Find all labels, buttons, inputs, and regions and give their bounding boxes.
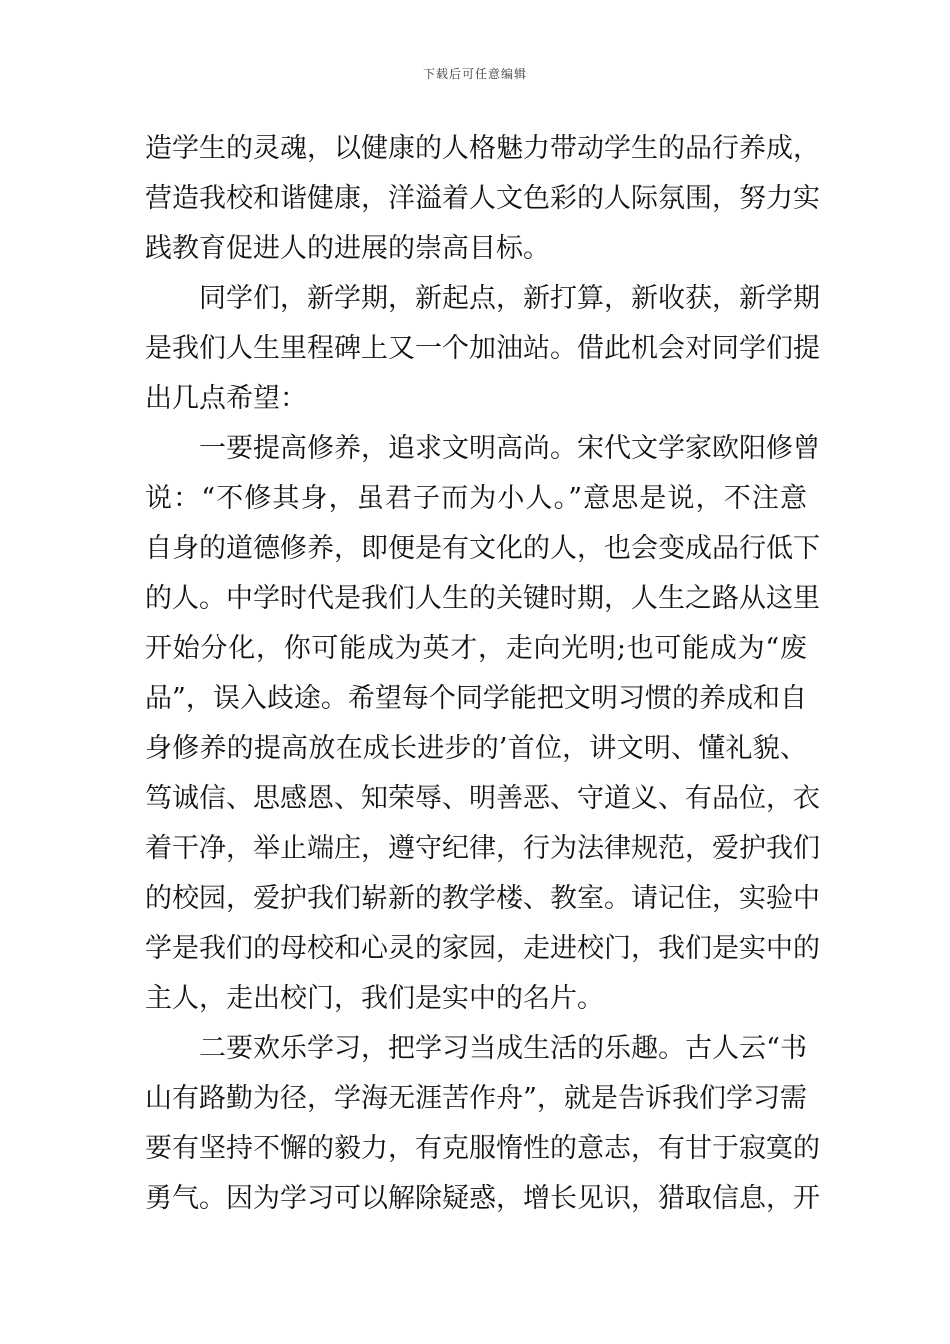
text-line: 自身的道德修养，即便是有文化的人，也会变成品行低下 <box>145 533 820 564</box>
text-line: 学是我们的母校和心灵的家园，走进校门，我们是实中的 <box>145 933 820 964</box>
document-body <box>145 124 820 1224</box>
text-line: 同学们，新学期，新起点，新打算，新收获，新学期 <box>199 283 820 314</box>
paragraph <box>145 1024 820 1224</box>
text-line: 是我们人生里程碑上又一个加油站。借此机会对同学们提 <box>145 333 820 364</box>
text-line: 开始分化，你可能成为英才，走向光明;也可能成为“废 <box>145 633 807 664</box>
text-line: 身修养的提高放在成长进步的’首位，讲文明、懂礼貌、 <box>145 733 807 764</box>
text-line: 践教育促进人的进展的崇高目标。 <box>145 233 550 264</box>
text-line: 造学生的灵魂，以健康的人格魅力带动学生的品行养成， <box>145 133 820 164</box>
paragraph <box>145 124 820 274</box>
text-line: 的人。中学时代是我们人生的关键时期，人生之路从这里 <box>145 583 820 614</box>
text-line: 主人，走出校门，我们是实中的名片。 <box>145 983 604 1014</box>
text-line: 的校园，爱护我们崭新的教学楼、教室。请记住，实验中 <box>145 883 820 914</box>
text-line: 着干净，举止端庄，遵守纪律，行为法律规范，爱护我们 <box>145 833 820 864</box>
paragraph <box>145 274 820 424</box>
text-line: 出几点希望： <box>145 383 307 414</box>
text-line: 品”，误入歧途。希望每个同学能把文明习惯的养成和自 <box>145 683 807 714</box>
text-line: 二要欢乐学习，把学习当成生活的乐趣。古人云“书 <box>199 1033 807 1064</box>
text-line: 要有坚持不懈的毅力，有克服惰性的意志，有甘于寂寞的 <box>145 1133 820 1164</box>
text-line: 一要提高修养，追求文明高尚。宋代文学家欧阳修曾 <box>199 433 820 464</box>
paragraph <box>145 424 820 1024</box>
page-header: 下载后可任意编辑 <box>422 67 527 81</box>
text-line: 山有路勤为径，学海无涯苦作舟”，就是告诉我们学习需 <box>145 1083 807 1114</box>
text-line: 营造我校和谐健康，洋溢着人文色彩的人际氛围，努力实 <box>145 183 820 214</box>
text-line: 说：“不修其身，虽君子而为小人。”意思是说，不注意 <box>145 483 807 514</box>
text-line: 勇气。因为学习可以解除疑惑，增长见识，猎取信息，开 <box>145 1183 820 1214</box>
text-line: 笃诚信、思感恩、知荣辱、明善恶、守道义、有品位，衣 <box>145 783 820 814</box>
